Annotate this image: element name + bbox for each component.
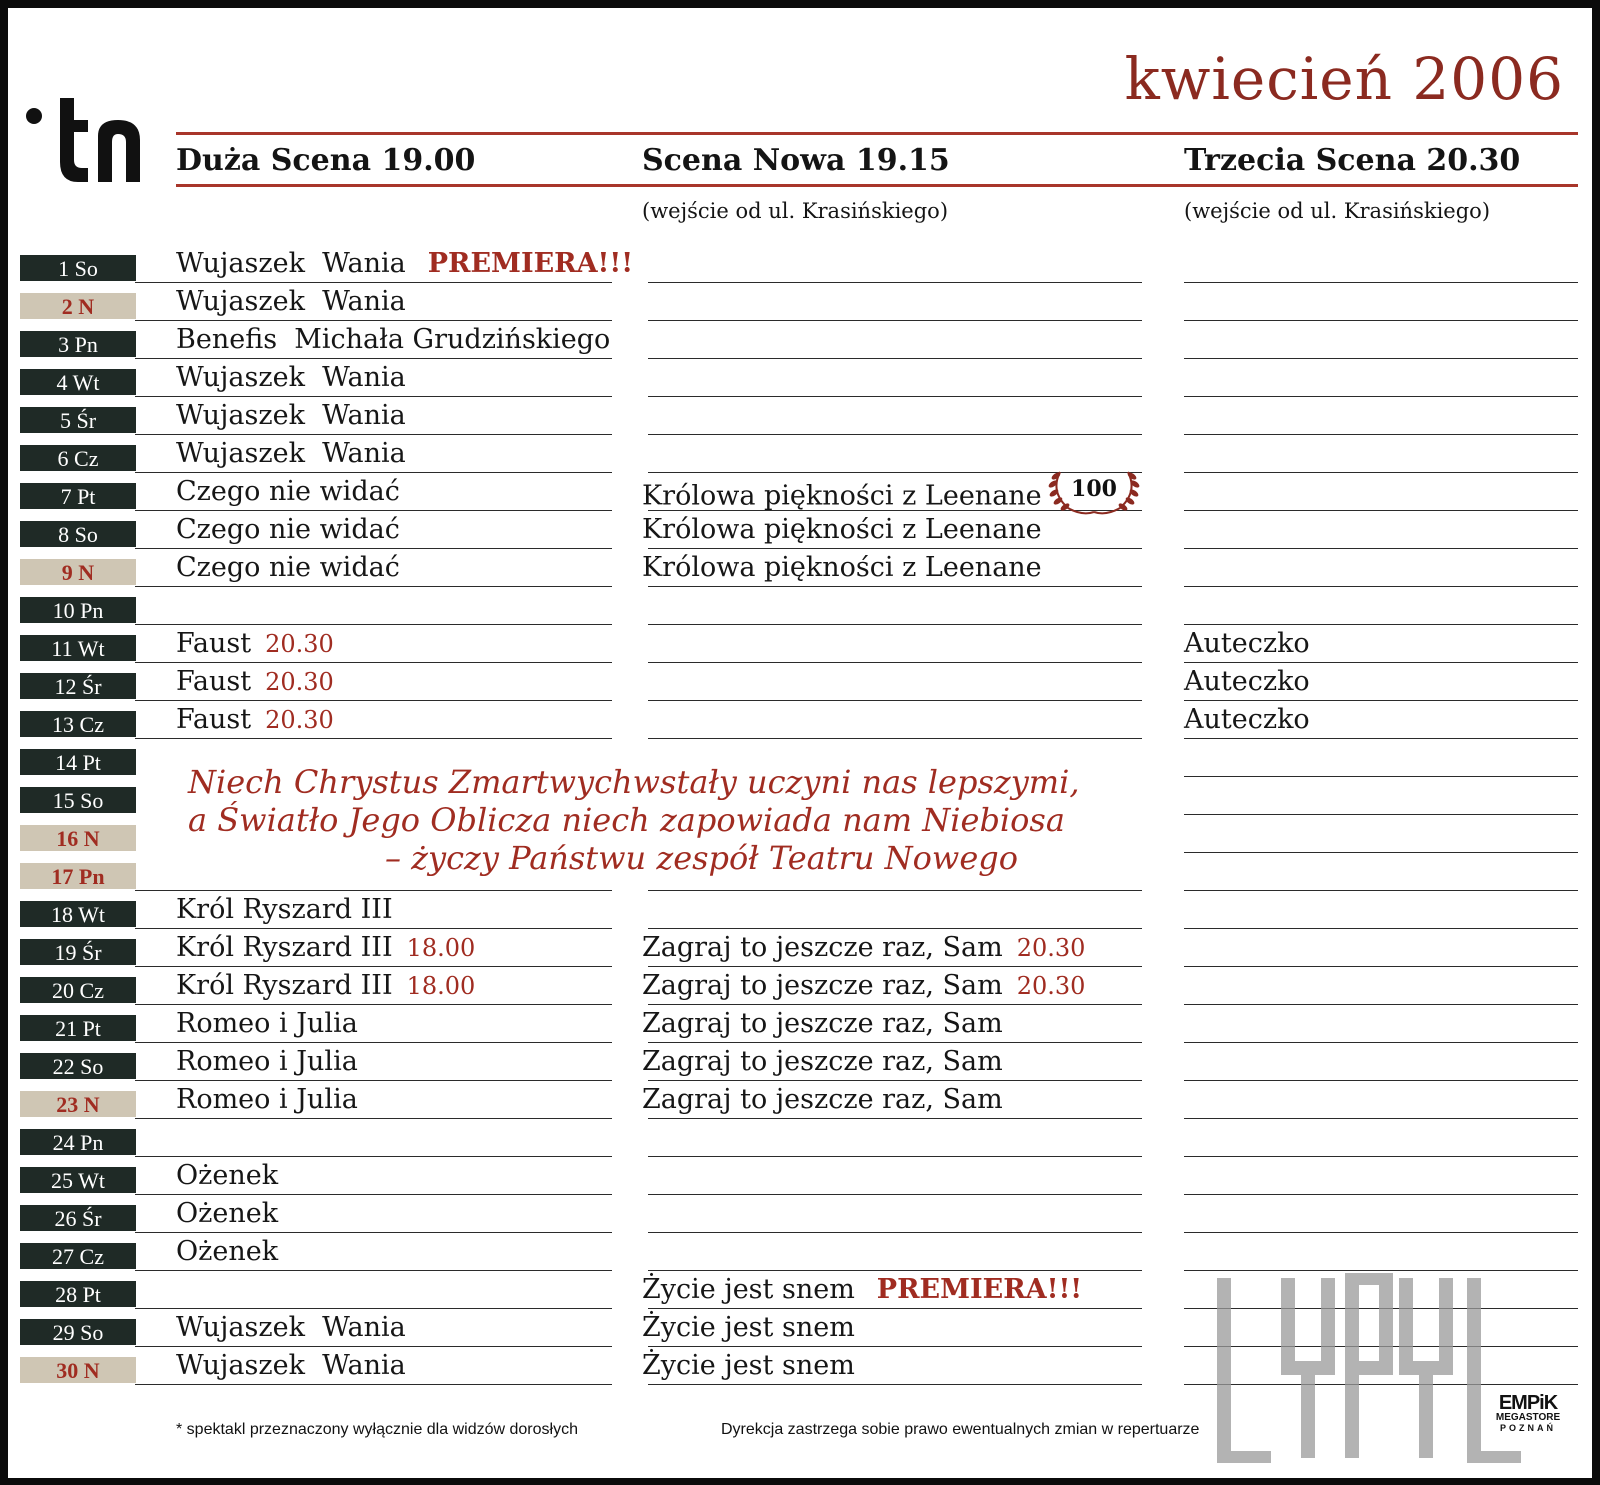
- performance-title: Auteczko: [1184, 704, 1310, 735]
- performance-title: Król Ryszard III: [176, 970, 393, 1001]
- line-scena-nowa: [648, 586, 1142, 587]
- line-trzecia-scena: [1184, 586, 1578, 587]
- sponsor-line2: MEGASTORE: [1495, 1412, 1561, 1423]
- column-heading-trzecia-scena: Trzecia Scena 20.30: [1184, 143, 1521, 178]
- line-scena-nowa: [648, 662, 1142, 663]
- day-label: 16 N: [20, 825, 136, 851]
- performance-scena-nowa: [642, 1350, 855, 1382]
- day-row: [8, 512, 1592, 550]
- line-duza-scena: [135, 434, 612, 435]
- day-label: 29 So: [20, 1319, 136, 1345]
- line-trzecia-scena: [1184, 1232, 1578, 1233]
- premiere-label: PREMIERA!!!: [876, 1274, 1083, 1305]
- line-scena-nowa: [648, 738, 1142, 739]
- line-duza-scena: [135, 1308, 612, 1309]
- line-trzecia-scena: [1184, 1042, 1578, 1043]
- line-trzecia-scena: [1184, 1080, 1578, 1081]
- performance-scena-nowa: [642, 932, 1085, 964]
- line-scena-nowa: [648, 1194, 1142, 1195]
- footer-disclaimer: Dyrekcja zastrzega sobie prawo ewentualnych zmian w repertuarze: [721, 1421, 1200, 1438]
- line-scena-nowa: [648, 1308, 1142, 1309]
- performance-title: Wujaszek Wania: [176, 1312, 406, 1343]
- performance-title: Faust: [176, 666, 252, 697]
- line-scena-nowa: [648, 358, 1142, 359]
- day-row: [8, 398, 1592, 436]
- line-duza-scena: [135, 510, 612, 511]
- line-trzecia-scena: [1184, 358, 1578, 359]
- performance-time: 20.30: [265, 668, 334, 696]
- performance-title: Czego nie widać: [176, 552, 400, 583]
- performance-duza-scena: [176, 514, 400, 546]
- performance-duza-scena: [176, 932, 475, 964]
- day-row: [8, 1082, 1592, 1120]
- teatr-nowy-logo-icon: [20, 90, 150, 190]
- line-trzecia-scena: [1184, 510, 1578, 511]
- line-duza-scena: [135, 966, 612, 967]
- day-row: [8, 702, 1592, 740]
- performance-title: Zagraj to jeszcze raz, Sam: [642, 1084, 1003, 1115]
- column-heading-duza-scena: Duża Scena 19.00: [176, 143, 476, 178]
- performance-duza-scena: [176, 1160, 278, 1192]
- performance-scena-nowa: [642, 552, 1042, 584]
- line-duza-scena: [135, 1042, 612, 1043]
- day-label: 19 Śr: [20, 939, 136, 965]
- day-label: 18 Wt: [20, 901, 136, 927]
- line-trzecia-scena: [1184, 776, 1578, 777]
- performance-time: 20.30: [265, 706, 334, 734]
- line-scena-nowa: [648, 282, 1142, 283]
- day-row: [8, 1006, 1592, 1044]
- performance-duza-scena: [176, 1236, 278, 1268]
- performance-title: Ożenek: [176, 1236, 279, 1267]
- day-row: [8, 968, 1592, 1006]
- performance-title: Królowa piękności z Leenane: [642, 480, 1042, 512]
- greeting-line: Niech Chrystus Zmartwychwstały uczyni nas lepszymi,: [188, 763, 1080, 801]
- day-label: 13 Cz: [20, 711, 136, 737]
- performance-duza-scena: [176, 286, 406, 318]
- performance-scena-nowa: [642, 1312, 855, 1344]
- performance-duza-scena: [176, 1084, 358, 1116]
- performance-duza-scena: [176, 1046, 358, 1078]
- day-row: [8, 1196, 1592, 1234]
- day-row: [8, 1120, 1592, 1158]
- performance-title: Królowa piękności z Leenane: [642, 514, 1042, 545]
- day-label: 17 Pn: [20, 863, 136, 889]
- day-label: 2 N: [20, 293, 136, 319]
- day-row: [8, 360, 1592, 398]
- empik-sponsor-logo: [1488, 1393, 1568, 1433]
- performance-title: Wujaszek Wania: [176, 248, 406, 279]
- day-label: 7 Pt: [20, 483, 136, 509]
- performance-duza-scena: [176, 552, 400, 584]
- line-duza-scena: [135, 282, 612, 283]
- day-label: 30 N: [20, 1357, 136, 1383]
- line-scena-nowa: [648, 1384, 1142, 1385]
- day-label: 11 Wt: [20, 635, 136, 661]
- line-trzecia-scena: [1184, 472, 1578, 473]
- line-scena-nowa: [648, 1118, 1142, 1119]
- line-duza-scena: [135, 624, 612, 625]
- performance-scena-nowa: [642, 1274, 1082, 1306]
- day-label: 15 So: [20, 787, 136, 813]
- performance-duza-scena: [176, 894, 393, 926]
- day-row: [8, 436, 1592, 474]
- easter-greeting: [188, 763, 1080, 877]
- performance-title: Czego nie widać: [176, 514, 400, 545]
- performance-scena-nowa: [642, 970, 1085, 1002]
- greeting-line: a Światło Jego Oblicza niech zapowiada nam Niebiosa: [188, 801, 1065, 839]
- line-scena-nowa: [648, 396, 1142, 397]
- day-row: [8, 892, 1592, 930]
- day-label: 12 Śr: [20, 673, 136, 699]
- line-trzecia-scena: [1184, 1004, 1578, 1005]
- line-trzecia-scena: [1184, 890, 1578, 891]
- line-scena-nowa: [648, 624, 1142, 625]
- day-label: 24 Pn: [20, 1129, 136, 1155]
- line-duza-scena: [135, 1156, 612, 1157]
- performance-title: Romeo i Julia: [176, 1084, 358, 1115]
- performance-title: Życie jest snem: [642, 1350, 855, 1381]
- month-title: kwiecień 2006: [1124, 45, 1564, 113]
- line-trzecia-scena: [1184, 396, 1578, 397]
- line-duza-scena: [135, 1384, 612, 1385]
- performance-duza-scena: [176, 1008, 358, 1040]
- line-duza-scena: [135, 1346, 612, 1347]
- performance-time: 20.30: [1016, 934, 1086, 962]
- performance-duza-scena: [176, 970, 475, 1002]
- performance-title: Wujaszek Wania: [176, 1350, 406, 1381]
- performance-trzecia-scena: [1184, 628, 1310, 660]
- line-trzecia-scena: [1184, 662, 1578, 663]
- line-duza-scena: [135, 890, 612, 891]
- header-top-rule: [176, 132, 1578, 135]
- day-label: 25 Wt: [20, 1167, 136, 1193]
- line-trzecia-scena: [1184, 1270, 1578, 1271]
- performance-title: Król Ryszard III: [176, 932, 393, 963]
- performance-duza-scena: [176, 400, 406, 432]
- day-row: [8, 322, 1592, 360]
- day-row: [8, 1044, 1592, 1082]
- day-label: 3 Pn: [20, 331, 136, 357]
- performance-title: Życie jest snem: [642, 1274, 855, 1305]
- performance-time: 20.30: [265, 630, 334, 658]
- line-duza-scena: [135, 1080, 612, 1081]
- performance-title: Królowa piękności z Leenane: [642, 552, 1042, 583]
- line-trzecia-scena: [1184, 624, 1578, 625]
- line-duza-scena: [135, 472, 612, 473]
- performance-duza-scena: [176, 476, 400, 508]
- day-label: 1 So: [20, 255, 136, 281]
- line-duza-scena: [135, 700, 612, 701]
- performance-duza-scena: [176, 362, 406, 394]
- line-duza-scena: [135, 586, 612, 587]
- performance-duza-scena: [176, 704, 334, 736]
- performance-title: Życie jest snem: [642, 1312, 855, 1343]
- performance-time: 20.30: [1016, 972, 1086, 1000]
- performance-title: Zagraj to jeszcze raz, Sam: [642, 970, 1003, 1001]
- performance-time: 18.00: [406, 972, 476, 1000]
- day-row: [8, 664, 1592, 702]
- line-duza-scena: [135, 1118, 612, 1119]
- performance-trzecia-scena: [1184, 704, 1310, 736]
- performance-title: Wujaszek Wania: [176, 362, 406, 393]
- day-row: [8, 626, 1592, 664]
- line-trzecia-scena: [1184, 738, 1578, 739]
- performance-title: Zagraj to jeszcze raz, Sam: [642, 932, 1003, 963]
- line-duza-scena: [135, 396, 612, 397]
- performance-scena-nowa: [642, 514, 1042, 546]
- day-label: 9 N: [20, 559, 136, 585]
- line-duza-scena: [135, 1004, 612, 1005]
- performance-trzecia-scena: [1184, 666, 1310, 698]
- performance-duza-scena: [176, 248, 633, 280]
- line-scena-nowa: [648, 1346, 1142, 1347]
- day-row: [8, 284, 1592, 322]
- line-trzecia-scena: [1184, 1156, 1578, 1157]
- line-scena-nowa: [648, 1232, 1142, 1233]
- performance-duza-scena: [176, 628, 334, 660]
- performance-scena-nowa: [642, 1046, 1003, 1078]
- line-trzecia-scena: [1184, 852, 1578, 853]
- day-label: 6 Cz: [20, 445, 136, 471]
- performance-title: Król Ryszard III: [176, 894, 393, 925]
- cyryl-watermark-icon: [1216, 1273, 1526, 1463]
- day-label: 21 Pt: [20, 1015, 136, 1041]
- line-scena-nowa: [648, 700, 1142, 701]
- repertoire-sheet: [8, 8, 1592, 1478]
- sponsor-line3: POZNAŃ: [1500, 1423, 1556, 1433]
- day-label: 14 Pt: [20, 749, 136, 775]
- performance-title: Zagraj to jeszcze raz, Sam: [642, 1046, 1003, 1077]
- day-label: 26 Śr: [20, 1205, 136, 1231]
- performance-title: Auteczko: [1184, 628, 1310, 659]
- performance-scena-nowa: [642, 1008, 1003, 1040]
- performance-title: Wujaszek Wania: [176, 400, 406, 431]
- line-trzecia-scena: [1184, 1118, 1578, 1119]
- performance-title: Wujaszek Wania: [176, 438, 406, 469]
- line-scena-nowa: [648, 320, 1142, 321]
- day-label: 27 Cz: [20, 1243, 136, 1269]
- header-bottom-rule: [176, 184, 1578, 187]
- badge-number: 100: [1070, 476, 1117, 502]
- day-label: 22 So: [20, 1053, 136, 1079]
- day-row: [8, 550, 1592, 588]
- performance-title: Auteczko: [1184, 666, 1310, 697]
- laurel-100-badge-icon: [1046, 462, 1142, 518]
- performance-duza-scena: [176, 1312, 406, 1344]
- performance-title: Faust: [176, 628, 252, 659]
- performance-title: Romeo i Julia: [176, 1008, 358, 1039]
- day-row: [8, 246, 1592, 284]
- performance-scena-nowa: [642, 1084, 1003, 1116]
- line-trzecia-scena: [1184, 320, 1578, 321]
- greeting-line: – życzy Państwu zespół Teatru Nowego: [384, 839, 1018, 877]
- performance-title: Benefis Michała Grudzińskiego: [176, 324, 611, 355]
- performance-title: Zagraj to jeszcze raz, Sam: [642, 1008, 1003, 1039]
- performance-title: Faust: [176, 704, 252, 735]
- line-trzecia-scena: [1184, 814, 1578, 815]
- day-label: 5 Śr: [20, 407, 136, 433]
- performance-title: Ożenek: [176, 1198, 279, 1229]
- line-duza-scena: [135, 548, 612, 549]
- line-trzecia-scena: [1184, 1194, 1578, 1195]
- performance-duza-scena: [176, 324, 610, 356]
- line-duza-scena: [135, 738, 612, 739]
- day-row: [8, 1234, 1592, 1272]
- line-scena-nowa: [648, 966, 1142, 967]
- line-trzecia-scena: [1184, 966, 1578, 967]
- day-row: [8, 474, 1592, 512]
- performance-title: Wujaszek Wania: [176, 286, 406, 317]
- line-scena-nowa: [648, 1080, 1142, 1081]
- line-scena-nowa: [648, 928, 1142, 929]
- premiere-label: PREMIERA!!!: [427, 248, 634, 279]
- line-duza-scena: [135, 358, 612, 359]
- line-trzecia-scena: [1184, 548, 1578, 549]
- column-subheading-trzecia-scena: (wejście od ul. Krasińskiego): [1184, 199, 1491, 223]
- performance-duza-scena: [176, 1198, 278, 1230]
- day-label: 23 N: [20, 1091, 136, 1117]
- line-trzecia-scena: [1184, 434, 1578, 435]
- column-heading-scena-nowa: Scena Nowa 19.15: [642, 143, 950, 178]
- day-row: [8, 588, 1592, 626]
- performance-duza-scena: [176, 1350, 406, 1382]
- line-duza-scena: [135, 662, 612, 663]
- day-label: 4 Wt: [20, 369, 136, 395]
- line-trzecia-scena: [1184, 928, 1578, 929]
- line-duza-scena: [135, 928, 612, 929]
- day-row: [8, 1158, 1592, 1196]
- line-trzecia-scena: [1184, 700, 1578, 701]
- performance-title: Czego nie widać: [176, 476, 400, 507]
- day-label: 20 Cz: [20, 977, 136, 1003]
- line-scena-nowa: [648, 548, 1142, 549]
- performance-duza-scena: [176, 666, 334, 698]
- line-duza-scena: [135, 1270, 612, 1271]
- line-duza-scena: [135, 320, 612, 321]
- line-scena-nowa: [648, 1042, 1142, 1043]
- day-row: [8, 930, 1592, 968]
- line-scena-nowa: [648, 890, 1142, 891]
- line-scena-nowa: [648, 1004, 1142, 1005]
- line-scena-nowa: [648, 1270, 1142, 1271]
- performance-time: 18.00: [406, 934, 476, 962]
- line-scena-nowa: [648, 434, 1142, 435]
- performance-title: Romeo i Julia: [176, 1046, 358, 1077]
- line-duza-scena: [135, 1194, 612, 1195]
- sponsor-name: EMPiK: [1498, 1392, 1558, 1414]
- line-scena-nowa: [648, 1156, 1142, 1157]
- performance-title: Ożenek: [176, 1160, 279, 1191]
- day-label: 28 Pt: [20, 1281, 136, 1307]
- day-label: 10 Pn: [20, 597, 136, 623]
- line-trzecia-scena: [1184, 282, 1578, 283]
- performance-duza-scena: [176, 438, 406, 470]
- line-duza-scena: [135, 1232, 612, 1233]
- day-label: 8 So: [20, 521, 136, 547]
- column-subheading-scena-nowa: (wejście od ul. Krasińskiego): [642, 199, 949, 223]
- footer-note: * spektakl przeznaczony wyłącznie dla widzów dorosłych: [176, 1421, 578, 1438]
